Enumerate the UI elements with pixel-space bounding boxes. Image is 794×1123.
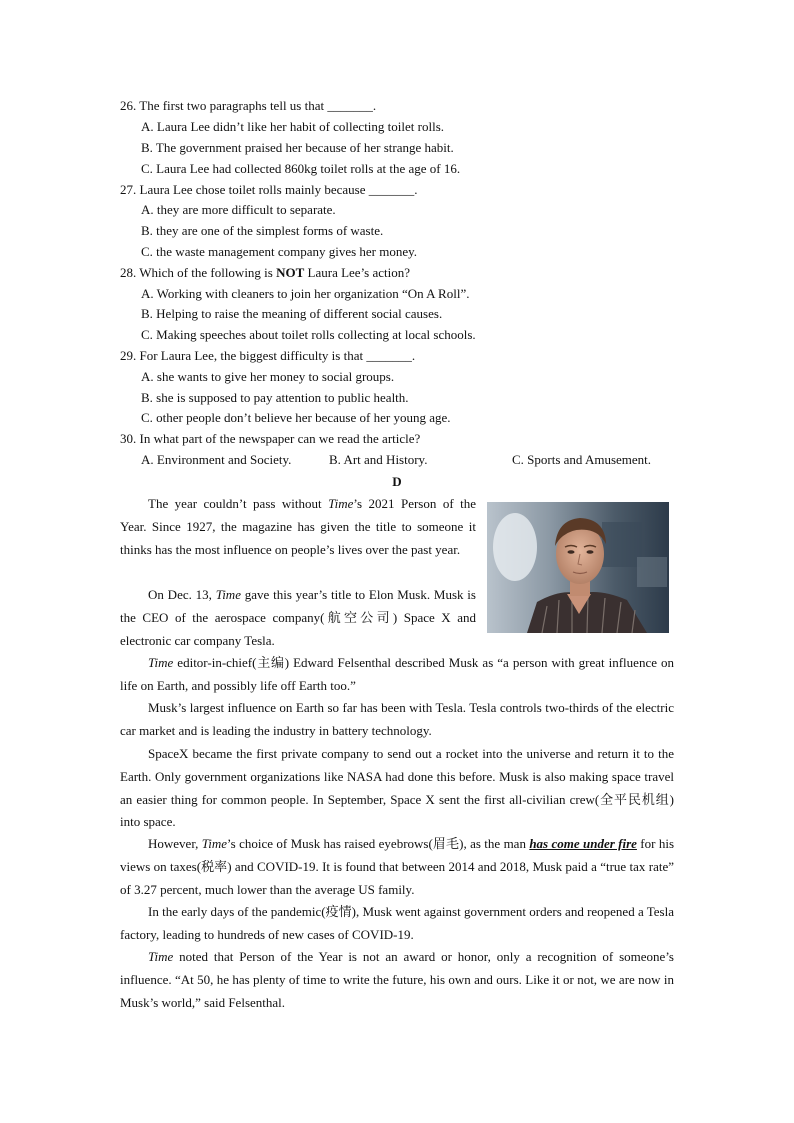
question-26-option-a: A. Laura Lee didn’t like her habit of collecting toilet rolls. bbox=[141, 119, 444, 134]
p6-text-a: However, bbox=[148, 836, 202, 851]
passage-paragraph-2 bbox=[120, 584, 476, 652]
p3-text-b: editor-in-chief(主编) Edward Felsenthal described Musk as “a person with great influence on life on Earth, and possibly life off Earth too.” bbox=[120, 655, 674, 693]
section-heading: D bbox=[392, 474, 402, 489]
passage-paragraph-4: Musk’s largest influence on Earth so far has been with Tesla. Tesla controls two-thirds of the electric car market and is leading the industry in battery technology. bbox=[120, 700, 674, 738]
p6-underlined-phrase: has come under fire bbox=[529, 836, 637, 851]
question-29-option-a: A. she wants to give her money to social groups. bbox=[141, 369, 395, 384]
question-28-option-a: A. Working with cleaners to join her organization “On A Roll”. bbox=[141, 286, 470, 301]
passage-paragraph-8 bbox=[120, 946, 674, 1014]
question-29-option-c: C. other people don’t believe her because of her young age. bbox=[141, 410, 451, 425]
question-27-stem: 27. Laura Lee chose toilet rolls mainly because _______. bbox=[120, 182, 418, 197]
p8-text-b: noted that Person of the Year is not an award or honor, only a recognition of someone’s influence. “At 50, he has plenty of time to write the future, his own and ours. Like it or not, we are now in Musk’s world,” said Felsenthal. bbox=[120, 949, 674, 1010]
question-28-stem-start: 28. Which of the following is bbox=[120, 265, 277, 280]
p1-text-a: The year couldn’t pass without bbox=[148, 496, 329, 511]
p2-text-a: On Dec. 13, bbox=[148, 587, 216, 602]
question-30-option-a: A. Environment and Society. bbox=[141, 452, 292, 467]
question-26-option-b: B. The government praised her because of her strange habit. bbox=[141, 140, 454, 155]
question-27-option-c: C. the waste management company gives her money. bbox=[141, 244, 418, 259]
p1-text-b: ’s 2021 Person of the Year. Since 1927, the magazine has given the title to someone it thinks has the most influence on people’s lives over the past year. bbox=[120, 496, 477, 557]
question-27-option-a: A. they are more difficult to separate. bbox=[141, 202, 336, 217]
p6-text-b: ’s choice of Musk has raised eyebrows(眉毛), as the man bbox=[227, 836, 530, 851]
question-26-option-c: C. Laura Lee had collected 860kg toilet rolls at the age of 16. bbox=[141, 161, 461, 176]
passage-paragraph-3 bbox=[120, 652, 674, 698]
question-30-option-b: B. Art and History. bbox=[329, 452, 428, 467]
p8-time-italic: Time bbox=[148, 949, 174, 964]
p3-time-italic: Time bbox=[148, 655, 174, 670]
question-27-option-b: B. they are one of the simplest forms of waste. bbox=[141, 223, 384, 238]
p2-text-b: gave this year’s title to Elon Musk. Musk is the CEO of the aerospace company(航空公司) Space X and electronic car company Tesla. bbox=[120, 587, 476, 648]
passage-paragraph-6 bbox=[120, 833, 674, 901]
question-28-stem bbox=[120, 264, 410, 282]
question-30-stem: 30. In what part of the newspaper can we read the article? bbox=[120, 431, 421, 446]
p6-time-italic: Time bbox=[201, 836, 228, 851]
passage-paragraph-5: SpaceX became the first private company to send out a rocket into the universe and return it to the Earth. Only government organizations like NASA had done this before. Musk is also making space travel an easier thing for common people. In September, Space X sent the first all-civilian crew(全平民机组) into space. bbox=[120, 746, 674, 830]
passage-paragraph-1 bbox=[120, 493, 476, 561]
question-29-option-b: B. she is supposed to pay attention to public health. bbox=[141, 390, 409, 405]
question-28-option-c: C. Making speeches about toilet rolls collecting at local schools. bbox=[141, 327, 476, 342]
question-30-option-c: C. Sports and Amusement. bbox=[512, 452, 652, 467]
passage-paragraph-7: In the early days of the pandemic(疫情), Musk went against government orders and reopened a Tesla factory, leading to hundreds of new cases of COVID-19. bbox=[120, 904, 674, 942]
p2-time-italic: Time bbox=[215, 587, 241, 602]
p1-time-italic: Time bbox=[328, 496, 354, 511]
question-28-not: NOT bbox=[276, 265, 305, 280]
question-28-stem-end: Laura Lee’s action? bbox=[304, 265, 411, 280]
question-26-stem: 26. The first two paragraphs tell us that _______. bbox=[120, 98, 377, 113]
question-29-stem: 29. For Laura Lee, the biggest difficulty is that _______. bbox=[120, 348, 416, 363]
p6-text-c: for his views on taxes(税率) and COVID-19. It is found that between 2014 and 2018, Musk paid a “true tax rate” of 3.27 percent, much lower than the average US family. bbox=[120, 836, 675, 897]
elon-musk-photo bbox=[487, 502, 669, 633]
question-28-option-b: B. Helping to raise the meaning of different social causes. bbox=[141, 306, 443, 321]
